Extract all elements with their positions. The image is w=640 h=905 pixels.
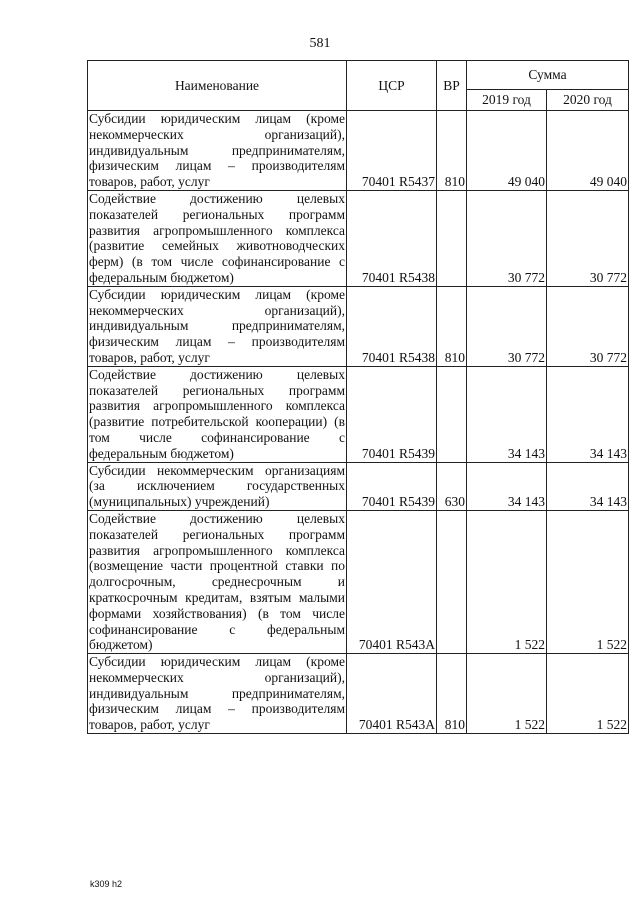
table-row — [88, 654, 629, 734]
row-vr — [437, 190, 467, 286]
budget-table — [87, 60, 629, 734]
row-name: Содействие достижению целевых показателей региональных программ развития агропромышленного комплекса (развитие потребительской кооперации) (в том числе софинансирование с федеральным бюджетом) — [89, 366, 345, 461]
row-sum-2019: 1 522 — [467, 654, 547, 734]
row-csr: 70401 R543A — [347, 654, 437, 734]
row-name: Содействие достижению целевых показателей региональных программ развития агропромышленного комплекса (возмещение части процентной ставки по долгосрочным, среднесрочным и краткосрочным кредитам, взятым малыми формами хозяйствования) (в том числе софинансирование с федеральным бюджетом) — [89, 510, 345, 653]
column-header-year-2020: 2020 год — [547, 90, 629, 111]
row-csr: 70401 R5438 — [347, 286, 437, 366]
row-sum-2020: 34 143 — [547, 462, 629, 510]
table-row — [88, 190, 629, 286]
column-header-csr: ЦСР — [347, 61, 437, 111]
column-header-name: Наименование — [88, 61, 347, 111]
row-name: Субсидии юридическим лицам (кроме некоммерческих организаций), индивидуальным предпринимателям, физическим лицам – производителям товаров, работ, услуг — [89, 286, 345, 365]
row-csr: 70401 R5439 — [347, 366, 437, 462]
footer-code: k309 h2 — [90, 879, 123, 889]
table-row — [88, 366, 629, 462]
row-vr: 810 — [437, 286, 467, 366]
row-sum-2020: 30 772 — [547, 286, 629, 366]
table-row — [88, 510, 629, 653]
column-header-vr: ВР — [437, 61, 467, 111]
row-vr — [437, 510, 467, 653]
row-name: Субсидии юридическим лицам (кроме некоммерческих организаций), индивидуальным предпринимателям, физическим лицам – производителям товаров, работ, услуг — [89, 654, 345, 733]
column-header-year-2019: 2019 год — [467, 90, 547, 111]
table-row — [88, 462, 629, 510]
row-csr: 70401 R5438 — [347, 190, 437, 286]
row-sum-2019: 49 040 — [467, 111, 547, 191]
row-vr: 810 — [437, 654, 467, 734]
row-sum-2020: 34 143 — [547, 366, 629, 462]
row-csr: 70401 R5437 — [347, 111, 437, 191]
row-name: Субсидии юридическим лицам (кроме некоммерческих организаций), индивидуальным предпринимателям, физическим лицам – производителям товаров, работ, услуг — [89, 111, 345, 190]
row-vr: 630 — [437, 462, 467, 510]
table-row — [88, 111, 629, 191]
row-csr: 70401 R543A — [347, 510, 437, 653]
row-sum-2019: 1 522 — [467, 510, 547, 653]
row-sum-2019: 30 772 — [467, 190, 547, 286]
row-name: Содействие достижению целевых показателей региональных программ развития агропромышленного комплекса (развитие семейных животноводческих ферм) (в том числе софинансирование с федеральным бюджетом) — [89, 190, 345, 285]
row-name: Субсидии некоммерческим организациям (за исключением государственных (муниципальных) учреждений) — [89, 462, 345, 510]
row-csr: 70401 R5439 — [347, 462, 437, 510]
page-number: 581 — [309, 36, 331, 51]
row-sum-2019: 34 143 — [467, 462, 547, 510]
row-sum-2020: 1 522 — [547, 510, 629, 653]
column-header-sum: Сумма — [467, 61, 629, 90]
row-sum-2019: 34 143 — [467, 366, 547, 462]
row-sum-2020: 49 040 — [547, 111, 629, 191]
row-sum-2019: 30 772 — [467, 286, 547, 366]
row-vr — [437, 366, 467, 462]
row-vr: 810 — [437, 111, 467, 191]
table-row — [88, 286, 629, 366]
row-sum-2020: 30 772 — [547, 190, 629, 286]
row-sum-2020: 1 522 — [547, 654, 629, 734]
